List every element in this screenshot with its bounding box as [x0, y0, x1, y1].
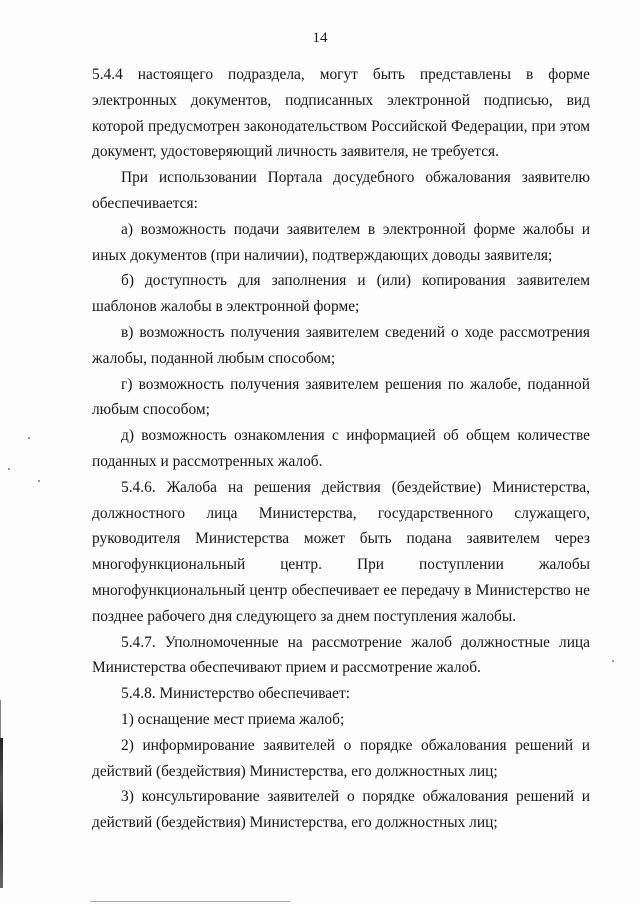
document-body — [92, 62, 590, 836]
scan-speck — [612, 660, 614, 662]
page-number: 14 — [312, 30, 328, 46]
list-item-v: в) возможность получения заявителем сведений о ходе рассмотрения жалобы, поданной любым способом; — [92, 323, 590, 367]
paragraph-5-4-7: 5.4.7. Уполномоченные на рассмотрение жалоб должностные лица Министерства обеспечивают прием и рассмотрение жалоб. — [92, 633, 590, 677]
list-item-a: а) возможность подачи заявителем в электронной форме жалобы и иных документов (при наличии), подтверждающих доводы заявителя; — [92, 220, 590, 264]
scan-edge-shadow — [0, 738, 3, 888]
list-item-2: 2) информирование заявителей о порядке обжалования решений и действий (бездействия) Министерства, его должностных лиц; — [92, 736, 590, 780]
paragraph-portal-intro: При использовании Портала досудебного обжалования заявителю обеспечивается: — [92, 169, 590, 212]
scan-speck — [38, 480, 40, 482]
list-item-3: 3) консультирование заявителей о порядке обжалования решений и действий (бездействия) Министерства, его должностных лиц; — [92, 788, 590, 832]
scan-bottom-line — [90, 901, 290, 902]
paragraph-5-4-8: 5.4.8. Министерство обеспечивает: — [121, 685, 350, 703]
list-item-g: г) возможность получения заявителем решения по жалобе, поданной любым способом; — [92, 375, 590, 419]
list-item-1: 1) оснащение мест приема жалоб; — [121, 710, 345, 728]
list-item-b: б) доступность для заполнения и (или) копирования заявителем шаблонов жалобы в электронной форме; — [92, 272, 590, 316]
scan-speck — [8, 468, 10, 470]
scan-speck — [28, 437, 30, 439]
paragraph-continuation-5-4-4: 5.4.4 настоящего подраздела, могут быть представлены в форме электронных документов, подписанных электронной подписью, вид которой предусмотрен законодательством Российской Федерации, при этом документ, удостоверяющий личность заявителя, не требуется. — [92, 66, 590, 161]
paragraph-5-4-6: 5.4.6. Жалоба на решения действия (бездействие) Министерства, должностного лица Министерства, государственного служащего, руководителя Министерства может быть подана заявителем через многофункциональный центр. При поступлении жалобы многофункциональный центр обеспечивает ее передачу в Министерство не позднее рабочего дня следующего за днем поступления жалобы. — [92, 478, 590, 625]
list-item-d: д) возможность ознакомления с информацией об общем количестве поданных и рассмотренных жалоб. — [92, 427, 590, 470]
scan-edge-mark — [0, 700, 1, 740]
